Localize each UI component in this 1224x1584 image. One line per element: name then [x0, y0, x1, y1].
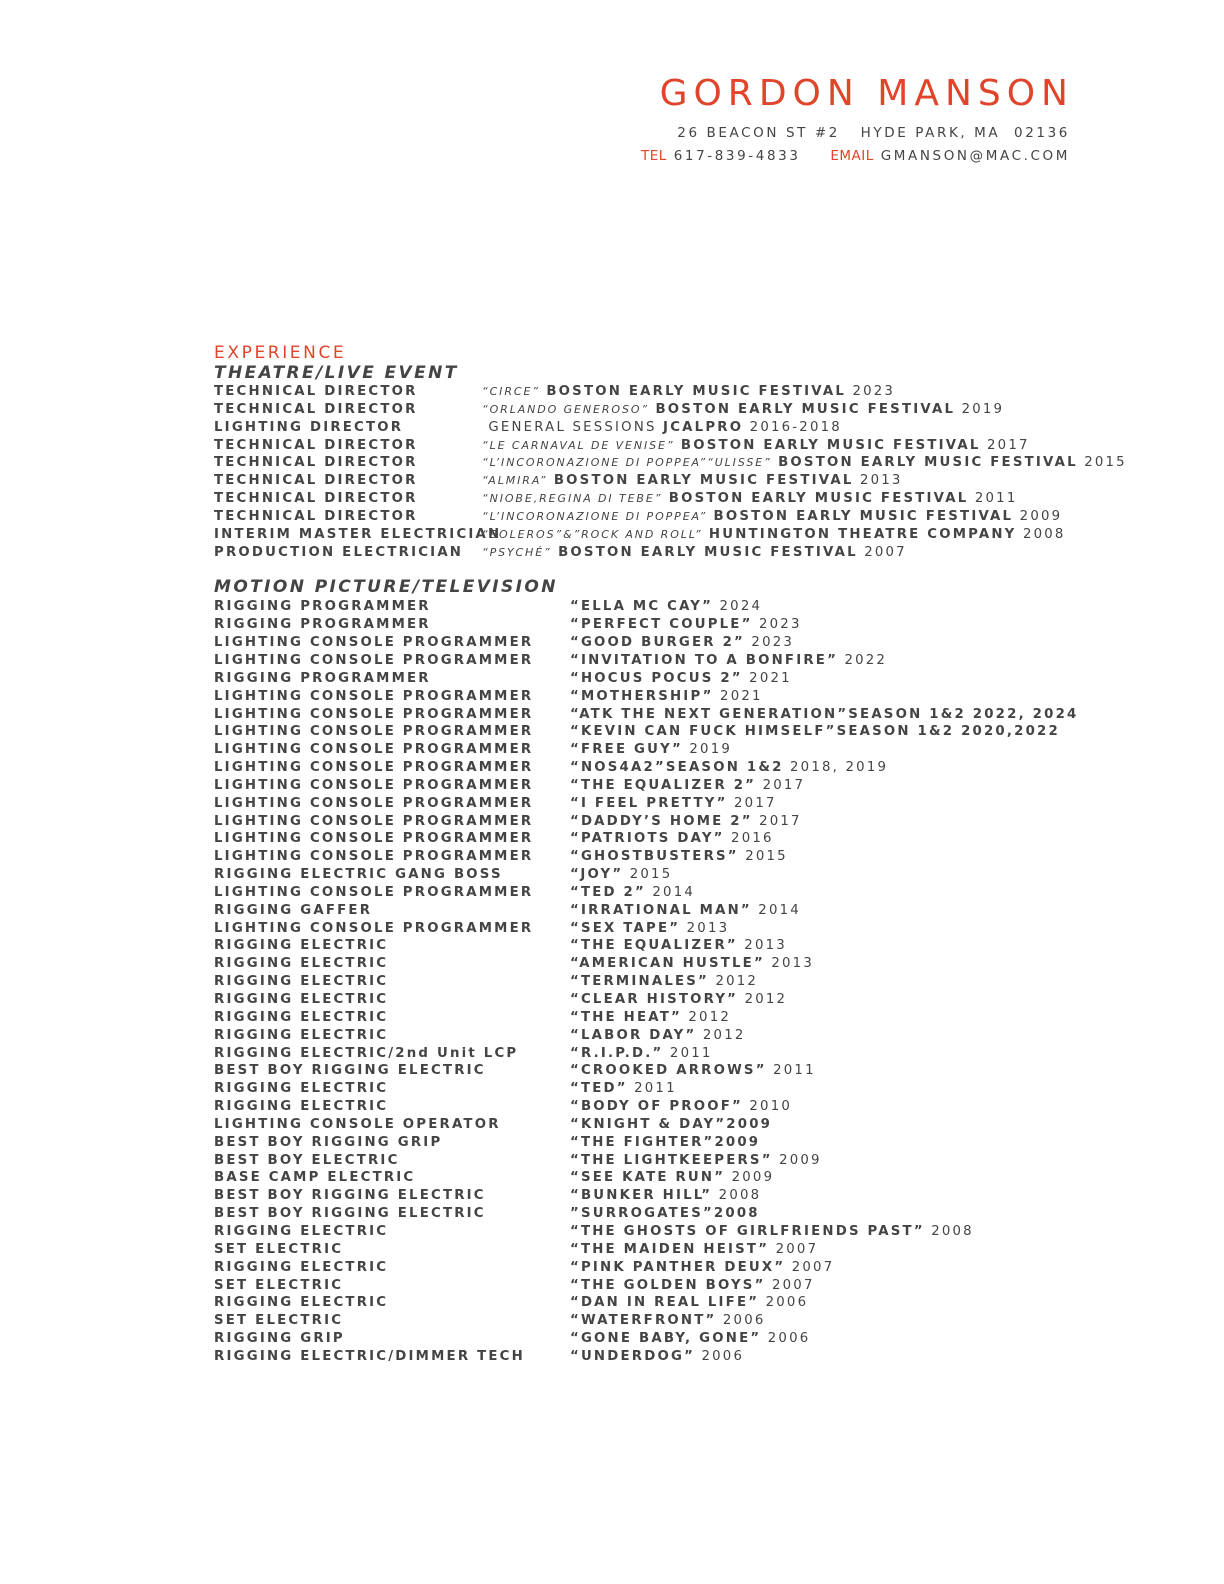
year: 2006 [722, 1313, 766, 1329]
production [570, 1205, 760, 1223]
job-role: LIGHTING CONSOLE PROGRAMMER [214, 920, 534, 936]
production-title: “ELLA MC CAY” [570, 599, 714, 615]
job-role: RIGGING GAFFER [214, 902, 373, 918]
year: 2008 [931, 1223, 974, 1239]
year: 2023 [852, 384, 896, 399]
production-title: “ATK THE NEXT GENERATION”SEASON 1&2 2022, 2024 [570, 706, 1079, 722]
year: 2011 [669, 1045, 713, 1061]
year: 2009 [779, 1152, 822, 1168]
year: 2016 [731, 831, 774, 847]
job-role: RIGGING ELECTRIC GANG BOSS [214, 867, 503, 883]
year: 2006 [701, 1348, 745, 1364]
production [482, 454, 1127, 472]
company: HUNTINGTON THEATRE COMPANY [708, 526, 1017, 542]
film-row [214, 777, 1094, 795]
production-title: “THE EQUALIZER” [570, 938, 738, 954]
job-role: LIGHTING CONSOLE PROGRAMMER [214, 849, 534, 865]
year: 2016-2018 [749, 419, 842, 435]
job-role: RIGGING ELECTRIC/2nd Unit LCP [214, 1045, 519, 1061]
production [570, 973, 758, 991]
job-role: LIGHTING CONSOLE PROGRAMMER [214, 760, 534, 776]
production-title: “TERMINALES” [570, 974, 710, 990]
theatre-row [214, 544, 1094, 562]
year: 2010 [749, 1099, 793, 1115]
job-role: RIGGING ELECTRIC [214, 1295, 389, 1311]
production-title: “LABOR DAY” [570, 1027, 697, 1043]
production [570, 1027, 746, 1045]
job-role: LIGHTING CONSOLE PROGRAMMER [214, 831, 534, 847]
year: 2007 [771, 1277, 815, 1293]
theatre-row [214, 454, 1127, 472]
job-role: TECHNICAL DIRECTOR [214, 491, 418, 507]
address: 26 BEACON ST #2 HYDE PARK, MA 02136 [677, 125, 1070, 141]
theatre-list [214, 383, 1127, 561]
production-title: “PERFECT COUPLE” [570, 617, 753, 633]
year: 2017 [734, 795, 777, 811]
film-row [214, 1277, 1094, 1295]
job-role: RIGGING ELECTRIC [214, 1081, 389, 1097]
company: BOSTON EARLY MUSIC FESTIVAL [778, 455, 1078, 471]
year: 2012 [715, 974, 759, 990]
production [570, 706, 1078, 724]
job-role: PRODUCTION ELECTRICIAN [214, 544, 464, 560]
job-role: BEST BOY RIGGING ELECTRIC [214, 1188, 486, 1204]
film-row [214, 1348, 1094, 1366]
production [570, 1259, 834, 1277]
production [482, 490, 1018, 508]
production [482, 508, 1062, 526]
year: 2022 [844, 652, 888, 668]
production-title: “IRRATIONAL MAN” [570, 902, 752, 918]
job-role: LIGHTING CONSOLE PROGRAMMER [214, 652, 534, 668]
film-row [214, 1330, 1094, 1348]
year: 2012 [702, 1027, 746, 1043]
email-label: EMAIL [830, 148, 874, 164]
production-title: “INVITATION TO A BONFIRE” [570, 652, 839, 668]
production-title: ”SURROGATES”2008 [570, 1206, 760, 1222]
year: 2009 [1019, 508, 1063, 524]
email-value[interactable]: GMANSON@MAC.COM [880, 148, 1070, 164]
film-row [214, 1045, 1094, 1063]
person-name: GORDON MANSON [659, 73, 1074, 114]
film-row [214, 884, 1094, 902]
production [570, 902, 801, 920]
production [570, 937, 787, 955]
film-row [214, 1169, 1094, 1187]
production-title: “CIRCE” [482, 385, 540, 398]
production-title: “GHOSTBUSTERS” [570, 849, 739, 865]
year: 2007 [864, 544, 907, 560]
year: 2015 [1084, 455, 1127, 471]
production [570, 1134, 760, 1152]
job-role: LIGHTING CONSOLE PROGRAMMER [214, 795, 534, 811]
job-role: SET ELECTRIC [214, 1277, 344, 1293]
film-row [214, 902, 1094, 920]
film-row [214, 741, 1094, 759]
job-role: RIGGING PROGRAMMER [214, 599, 431, 615]
year: 2023 [751, 635, 795, 651]
production-title: “UNDERDOG” [570, 1348, 696, 1364]
address-line [641, 122, 1070, 145]
job-role: SET ELECTRIC [214, 1241, 344, 1257]
film-row [214, 1116, 1094, 1134]
production-title: “SEX TAPE” [570, 920, 681, 936]
film-row [214, 937, 1094, 955]
production-title: “PINK PANTHER DEUX” [570, 1259, 786, 1275]
film-row [214, 1009, 1094, 1027]
production-title: “ALMIRA” [482, 474, 548, 488]
production-title: “LE CARNAVAL DE VENISE” [482, 438, 675, 452]
job-role: LIGHTING CONSOLE PROGRAMMER [214, 706, 534, 722]
production-title: “CROOKED ARROWS” [570, 1063, 767, 1079]
year: 2023 [758, 617, 802, 633]
job-role: BEST BOY RIGGING ELECTRIC [214, 1063, 486, 1079]
job-role: TECHNICAL DIRECTOR [214, 473, 418, 489]
production-title: “JOY” [570, 867, 624, 883]
job-role: RIGGING GRIP [214, 1331, 345, 1347]
year: 2013 [744, 938, 787, 954]
production-title: “THE EQUALIZER 2” [570, 777, 757, 793]
production-title: “THE GHOSTS OF GIRLFRIENDS PAST” [570, 1223, 925, 1239]
production [482, 544, 907, 562]
job-role: TECHNICAL DIRECTOR [214, 401, 418, 417]
job-role: RIGGING ELECTRIC [214, 1027, 389, 1043]
film-list [214, 598, 1094, 1365]
year: 2009 [731, 1170, 775, 1186]
production [570, 1080, 677, 1098]
production [570, 920, 729, 938]
job-role: TECHNICAL DIRECTOR [214, 437, 418, 453]
production [570, 741, 732, 759]
production [570, 670, 792, 688]
production [570, 1241, 818, 1259]
job-role: LIGHTING CONSOLE PROGRAMMER [214, 742, 534, 758]
theatre-row [214, 490, 1094, 508]
company: BOSTON EARLY MUSIC FESTIVAL [655, 401, 956, 417]
film-row [214, 652, 1094, 670]
production-title: “PSYCHÉ” [482, 545, 552, 559]
production [482, 419, 842, 437]
production [570, 652, 887, 670]
year: 2012 [744, 992, 788, 1007]
contact-line [641, 145, 1070, 168]
job-role: LIGHTING DIRECTOR [214, 419, 404, 435]
year: 2019 [961, 401, 1005, 417]
production-title: “GONE BABY, GONE” [570, 1331, 762, 1347]
production [570, 1294, 808, 1312]
production [570, 991, 787, 1009]
production [570, 777, 805, 795]
theatre-row [214, 401, 1094, 419]
production-title: “THE FIGHTER”2009 [570, 1134, 761, 1150]
film-row [214, 830, 1094, 848]
production-title: “MOTHERSHIP” [570, 688, 714, 704]
film-row [214, 991, 1094, 1009]
production [570, 634, 794, 652]
production-title: “TED” [570, 1081, 628, 1097]
film-row [214, 955, 1094, 973]
year: 2015 [629, 867, 673, 883]
production-title: “L’INCORONAZIONE DI POPPEA” [482, 509, 708, 523]
year: 2021 [720, 688, 763, 704]
company: BOSTON EARLY MUSIC FESTIVAL [558, 544, 858, 560]
production [570, 884, 695, 902]
production-title: “GOOD BURGER 2” [570, 635, 745, 651]
theatre-row [214, 419, 1094, 437]
year: 2008 [1022, 526, 1066, 542]
company: JCALPRO [663, 419, 744, 435]
production-title: “BOLEROS”&”ROCK AND ROLL” [482, 527, 703, 541]
job-role: BEST BOY ELECTRIC [214, 1152, 400, 1168]
company: BOSTON EARLY MUSIC FESTIVAL [553, 473, 854, 489]
experience-section [214, 343, 1127, 1366]
job-role: SET ELECTRIC [214, 1313, 344, 1329]
production [570, 813, 802, 831]
theatre-row [214, 383, 1094, 401]
year: 2013 [771, 956, 814, 972]
production-title: “ORLANDO GENEROSO” [482, 402, 650, 416]
year: 2011 [974, 491, 1018, 507]
production-title: GENERAL SESSIONS [482, 419, 657, 435]
theatre-title: THEATRE/LIVE EVENT [214, 363, 459, 383]
job-role: TECHNICAL DIRECTOR [214, 455, 418, 471]
job-role: RIGGING ELECTRIC [214, 1259, 389, 1275]
production-title: “SEE KATE RUN” [570, 1170, 726, 1186]
job-role: RIGGING ELECTRIC [214, 1099, 389, 1115]
job-role: BEST BOY RIGGING ELECTRIC [214, 1206, 486, 1222]
film-row [214, 723, 1094, 741]
job-role: RIGGING ELECTRIC [214, 956, 389, 972]
production [482, 437, 1030, 455]
film-row [214, 795, 1094, 813]
production-title: “KNIGHT & DAY”2009 [570, 1116, 773, 1132]
year: 2013 [686, 920, 730, 936]
year: 2007 [791, 1259, 835, 1275]
theatre-row [214, 526, 1094, 544]
job-role: LIGHTING CONSOLE PROGRAMMER [214, 724, 534, 740]
job-role: LIGHTING CONSOLE PROGRAMMER [214, 688, 534, 704]
production [570, 1277, 815, 1295]
job-role: INTERIM MASTER ELECTRICIAN [214, 526, 502, 542]
year: 2012 [688, 1009, 732, 1025]
film-row [214, 616, 1094, 634]
year: 2019 [689, 742, 733, 758]
year: 2014 [652, 884, 696, 900]
theatre-row [214, 437, 1094, 455]
year: 2011 [773, 1063, 816, 1079]
production [570, 1330, 810, 1348]
job-role: LIGHTING CONSOLE OPERATOR [214, 1116, 501, 1132]
production-title: “NOS4A2”SEASON 1&2 [570, 760, 784, 776]
year: 2015 [745, 849, 788, 865]
year: 2017 [762, 777, 806, 793]
film-row [214, 973, 1094, 991]
job-role: LIGHTING CONSOLE PROGRAMMER [214, 813, 534, 829]
production-title: “TED 2” [570, 884, 646, 900]
company: BOSTON EARLY MUSIC FESTIVAL [713, 508, 1014, 524]
film-row [214, 1098, 1094, 1116]
job-role: RIGGING PROGRAMMER [214, 617, 431, 633]
production [570, 795, 777, 813]
year: 2013 [859, 473, 903, 489]
job-role: LIGHTING CONSOLE PROGRAMMER [214, 777, 534, 793]
film-row [214, 759, 1094, 777]
year: 2011 [634, 1081, 677, 1097]
production [570, 955, 814, 973]
film-row [214, 598, 1094, 616]
job-role: RIGGING ELECTRIC [214, 1223, 389, 1239]
production-title: “I FEEL PRETTY” [570, 795, 728, 811]
production-title: “THE HEAT” [570, 1009, 682, 1025]
film-row [214, 1205, 1094, 1223]
production [482, 401, 1004, 419]
production-title: “CLEAR HISTORY” [570, 992, 739, 1007]
film-row [214, 1134, 1094, 1152]
job-role: BASE CAMP ELECTRIC [214, 1170, 416, 1186]
year: 2007 [775, 1241, 819, 1257]
film-row [214, 1062, 1094, 1080]
film-row [214, 920, 1094, 938]
film-title: MOTION PICTURE/TELEVISION [214, 577, 558, 598]
film-row [214, 1187, 1094, 1205]
production [482, 383, 895, 401]
film-row [214, 866, 1094, 884]
film-row [214, 670, 1094, 688]
film-row [214, 706, 1094, 724]
film-row [214, 1080, 1094, 1098]
production-title: “R.I.P.D.” [570, 1045, 664, 1061]
production [570, 866, 672, 884]
production [570, 1223, 974, 1241]
theatre-row [214, 472, 1094, 490]
company: BOSTON EARLY MUSIC FESTIVAL [680, 437, 981, 453]
production-title: “WATERFRONT” [570, 1313, 717, 1329]
production [570, 830, 774, 848]
year: 2017 [759, 813, 802, 829]
production [570, 616, 802, 634]
film-row [214, 1223, 1094, 1241]
production-title: “FREE GUY” [570, 742, 683, 758]
tel-value[interactable]: 617-839-4833 [673, 148, 801, 164]
job-role: TECHNICAL DIRECTOR [214, 508, 418, 524]
job-role: LIGHTING CONSOLE PROGRAMMER [214, 884, 534, 900]
production [570, 1187, 761, 1205]
year: 2018, 2019 [790, 760, 889, 776]
production-title: “NIOBE,REGINA DI TEBE” [482, 492, 663, 506]
production [570, 1152, 822, 1170]
job-role: RIGGING PROGRAMMER [214, 670, 431, 686]
film-row [214, 1294, 1094, 1312]
job-role: RIGGING ELECTRIC [214, 992, 389, 1007]
production-title: “HOCUS POCUS 2” [570, 670, 743, 686]
film-row [214, 813, 1094, 831]
job-role: RIGGING ELECTRIC/DIMMER TECH [214, 1348, 525, 1364]
film-row [214, 848, 1094, 866]
production [570, 1116, 772, 1134]
production-title: “THE MAIDEN HEIST” [570, 1241, 770, 1257]
job-role: TECHNICAL DIRECTOR [214, 384, 418, 399]
production-title: “THE LIGHTKEEPERS” [570, 1152, 773, 1168]
job-role: BEST BOY RIGGING GRIP [214, 1134, 443, 1150]
year: 2008 [718, 1188, 762, 1204]
resume-header [640, 72, 1074, 168]
production-title: “KEVIN CAN FUCK HIMSELF”SEASON 1&2 2020,2022 [570, 724, 1060, 740]
production [570, 688, 763, 706]
film-row [214, 1312, 1094, 1330]
film-row [214, 1241, 1094, 1259]
production-title: “DADDY’S HOME 2” [570, 813, 753, 829]
production [570, 1098, 792, 1116]
production-title: “BUNKER HILL” [570, 1188, 713, 1204]
year: 2024 [719, 599, 763, 615]
experience-title: EXPERIENCE [214, 343, 347, 363]
production [570, 598, 762, 616]
production [570, 1169, 774, 1187]
job-role: RIGGING ELECTRIC [214, 938, 389, 954]
film-row [214, 1259, 1094, 1277]
film-row [214, 1152, 1094, 1170]
year: 2006 [767, 1331, 811, 1347]
year: 2014 [758, 902, 801, 918]
job-role: RIGGING ELECTRIC [214, 974, 389, 990]
production [570, 1312, 766, 1330]
year: 2017 [987, 437, 1030, 453]
production [570, 848, 788, 866]
production [570, 1062, 816, 1080]
production [482, 472, 903, 490]
production [570, 723, 1060, 741]
production-title: “AMERICAN HUSTLE” [570, 956, 765, 972]
production [570, 759, 888, 777]
job-role: RIGGING ELECTRIC [214, 1009, 389, 1025]
film-row [214, 1027, 1094, 1045]
production [570, 1009, 731, 1027]
year: 2021 [749, 670, 792, 686]
year: 2006 [765, 1295, 809, 1311]
film-row [214, 634, 1094, 652]
tel-label: TEL [640, 148, 667, 164]
theatre-row [214, 508, 1094, 526]
job-role: LIGHTING CONSOLE PROGRAMMER [214, 635, 534, 651]
production-title: “DAN IN REAL LIFE” [570, 1295, 760, 1311]
production-title: “BODY OF PROOF” [570, 1099, 743, 1115]
company: BOSTON EARLY MUSIC FESTIVAL [668, 491, 969, 507]
production [482, 526, 1066, 544]
company: BOSTON EARLY MUSIC FESTIVAL [546, 384, 847, 399]
film-row [214, 688, 1094, 706]
production-title: “L’INCORONAZIONE DI POPPEA”“ULISSE” [482, 456, 772, 470]
production-title: “PATRIOTS DAY” [570, 831, 725, 847]
production [570, 1348, 744, 1366]
production [570, 1045, 713, 1063]
production-title: “THE GOLDEN BOYS” [570, 1277, 766, 1293]
